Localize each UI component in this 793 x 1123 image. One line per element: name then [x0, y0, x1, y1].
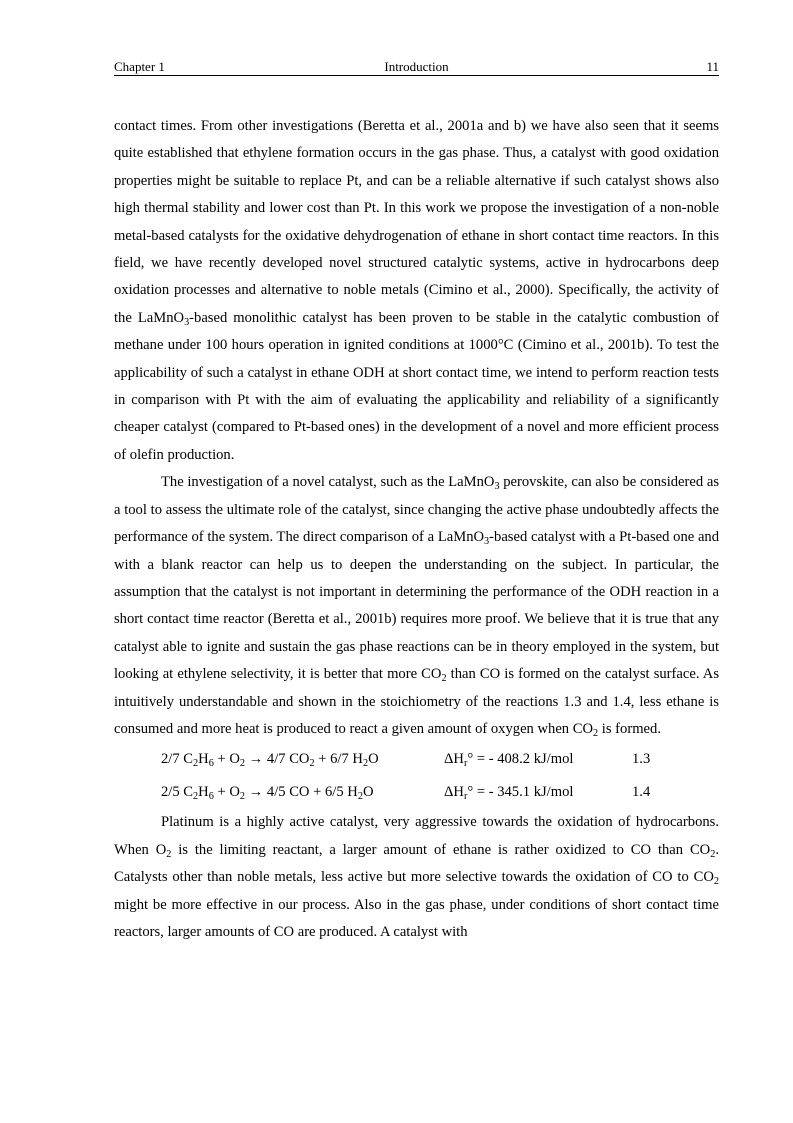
subscript: 2 — [309, 758, 315, 770]
subscript: 6 — [208, 791, 214, 803]
subscript: 2 — [239, 791, 245, 803]
arrow: → — [245, 751, 267, 768]
subscript: 2 — [593, 728, 599, 739]
coef-den: 7 — [278, 751, 286, 768]
text-run: The investigation of a novel catalyst, such as the LaMnO — [161, 474, 495, 491]
subscript: 2 — [166, 848, 172, 860]
text-run: C — [179, 784, 194, 801]
text-run: C — [179, 751, 194, 768]
coefficient: 4/7 — [266, 751, 286, 768]
text-run: H — [198, 784, 209, 801]
arrow: → — [245, 784, 267, 801]
coef-num: 6 — [325, 784, 333, 801]
coef-den: 7 — [172, 751, 180, 768]
coef-den: 5 — [278, 784, 286, 801]
coef-den: 5 — [172, 784, 180, 801]
subscript: 2 — [193, 758, 199, 770]
reaction-enthalpy — [444, 776, 573, 809]
coefficient: 6/7 — [330, 751, 349, 768]
text-run: than CO is formed on the catalyst surface. As intuitively understandable and shown in the stoichiometry of the reactions 1.3 and 1.4, less ethane is consumed and more heat is produced to react a given amount of oxygen when CO — [114, 666, 719, 737]
header-rule — [114, 75, 719, 76]
subscript: 6 — [208, 758, 214, 770]
subscript: r — [463, 758, 468, 770]
text-run: H — [343, 784, 358, 801]
chapter-label: Chapter 1 — [114, 59, 165, 74]
page-number: 11 — [706, 59, 719, 74]
subscript: 2 — [710, 848, 716, 860]
text-run: ° = - 345.1 kJ/mol — [467, 784, 574, 801]
text-run: contact times. From other investigations (Beretta et al., 2001a and b) we have also seen that it seems quite established that ethylene formation occurs in the gas phase. Thus, a catalyst with good oxidation properties might be suitable to replace Pt, and can be a reliable alternative if such catalyst shows also high thermal stability and lower cost than Pt. In this work we propose the investigation of a non-noble metal-based catalysts for the oxidative dehydrogenation of ethane in short contact time reactors. In this field, we have recently developed novel structured catalytic systems, active in hydrocarbons deep oxidation processes and alternative to noble metals (Cimino et al., 2000). Specifically, the activity of the LaMnO — [114, 118, 719, 326]
equation-number: 1.3 — [632, 751, 651, 768]
text-run: + O — [213, 784, 240, 801]
coefficient: 4/5 — [266, 784, 286, 801]
subscript: 3 — [184, 316, 190, 328]
text-run: H — [198, 751, 209, 768]
coef-den: 7 — [341, 751, 349, 768]
coef-num: 6 — [330, 751, 338, 768]
subscript: 3 — [494, 481, 500, 493]
coef-num: 2 — [161, 784, 169, 801]
section-title: Introduction — [384, 59, 449, 74]
text-run: + — [309, 784, 325, 801]
coefficient: 2/7 — [161, 751, 180, 768]
paragraph-1 — [114, 113, 719, 469]
text-run: ° = - 408.2 kJ/mol — [467, 751, 574, 768]
subscript: r — [463, 791, 468, 803]
text-run: CO — [285, 751, 310, 768]
subscript: 3 — [484, 536, 490, 548]
equation-1-4 — [114, 776, 719, 809]
text-run: is formed. — [598, 720, 661, 737]
coefficient: 2/5 — [161, 784, 180, 801]
text-run: CO — [285, 784, 310, 801]
equation-1-3 — [114, 743, 719, 776]
text-run: perovskite, can also be considered as a tool to assess the ultimate role of the catalyst, since changing the active phase undoubtedly affects the performance of the system. The direct comparison of a LaMnO — [114, 474, 720, 546]
paragraph-3 — [114, 809, 719, 946]
page-header — [114, 58, 719, 75]
text-run: + — [314, 751, 331, 768]
page-body — [114, 113, 719, 946]
text-run: -based catalyst with a Pt-based one and with a blank reactor can help us to deepen the understanding on the subject. In particular, the assumption that the catalyst is not important in determining the performance of the ODH reaction in a short contact time reactor (Beretta et al., 2001b) requires more proof. We believe that it is true that any catalyst able to ignite and sustain the gas phase reactions can be in theory employed in the system, but looking at ethylene selectivity, it is better that more CO — [114, 529, 720, 683]
text-run: might be more effective in our process. Also in the gas phase, under conditions of short contact time reactors, larger amounts of CO are produced. A catalyst with — [114, 896, 719, 940]
text-run: -based monolithic catalyst has been proven to be stable in the catalytic combustion of methane under 100 hours operation in ignited conditions at 1000°C (Cimino et al., 2001b). To test the applicability of such a catalyst in ethane ODH at short contact time, we intend to perform reaction tests in comparison with Pt with the aim of evaluating the applicability and reliability of a significantly cheaper catalyst (compared to Pt-based ones) in the development of a novel and more efficient process of olefin production. — [114, 309, 719, 463]
subscript: 2 — [713, 876, 719, 888]
text-run: is the limiting reactant, a larger amount of ethane is rather oxidized to CO than CO — [171, 841, 711, 858]
coef-num: 4 — [266, 751, 275, 768]
coef-num: 2 — [161, 751, 169, 768]
subscript: 2 — [193, 791, 199, 803]
coefficient: 6/5 — [325, 784, 344, 801]
equation-expression — [161, 743, 379, 776]
subscript: 2 — [441, 673, 447, 685]
subscript: 2 — [239, 758, 245, 770]
text-run: ΔH — [444, 751, 464, 768]
text-run: . Catalysts other than noble metals, less active but more selective towards the oxidation of CO to CO — [114, 841, 719, 886]
equation-expression — [161, 776, 374, 809]
subscript: 2 — [357, 791, 363, 803]
paragraph-2 — [114, 469, 719, 743]
text-run: + O — [213, 751, 240, 768]
coef-num: 4 — [266, 784, 275, 801]
subscript: 2 — [362, 758, 369, 770]
reaction-enthalpy — [444, 743, 573, 776]
equation-number: 1.4 — [632, 784, 651, 801]
text-run: H — [348, 751, 363, 768]
text-run: O — [368, 751, 379, 768]
coef-den: 5 — [336, 784, 344, 801]
text-run: O — [362, 784, 374, 801]
text-run: ΔH — [444, 784, 464, 801]
text-run: Platinum is a highly active catalyst, very aggressive towards the oxidation of hydrocarbons. When O — [114, 814, 719, 858]
